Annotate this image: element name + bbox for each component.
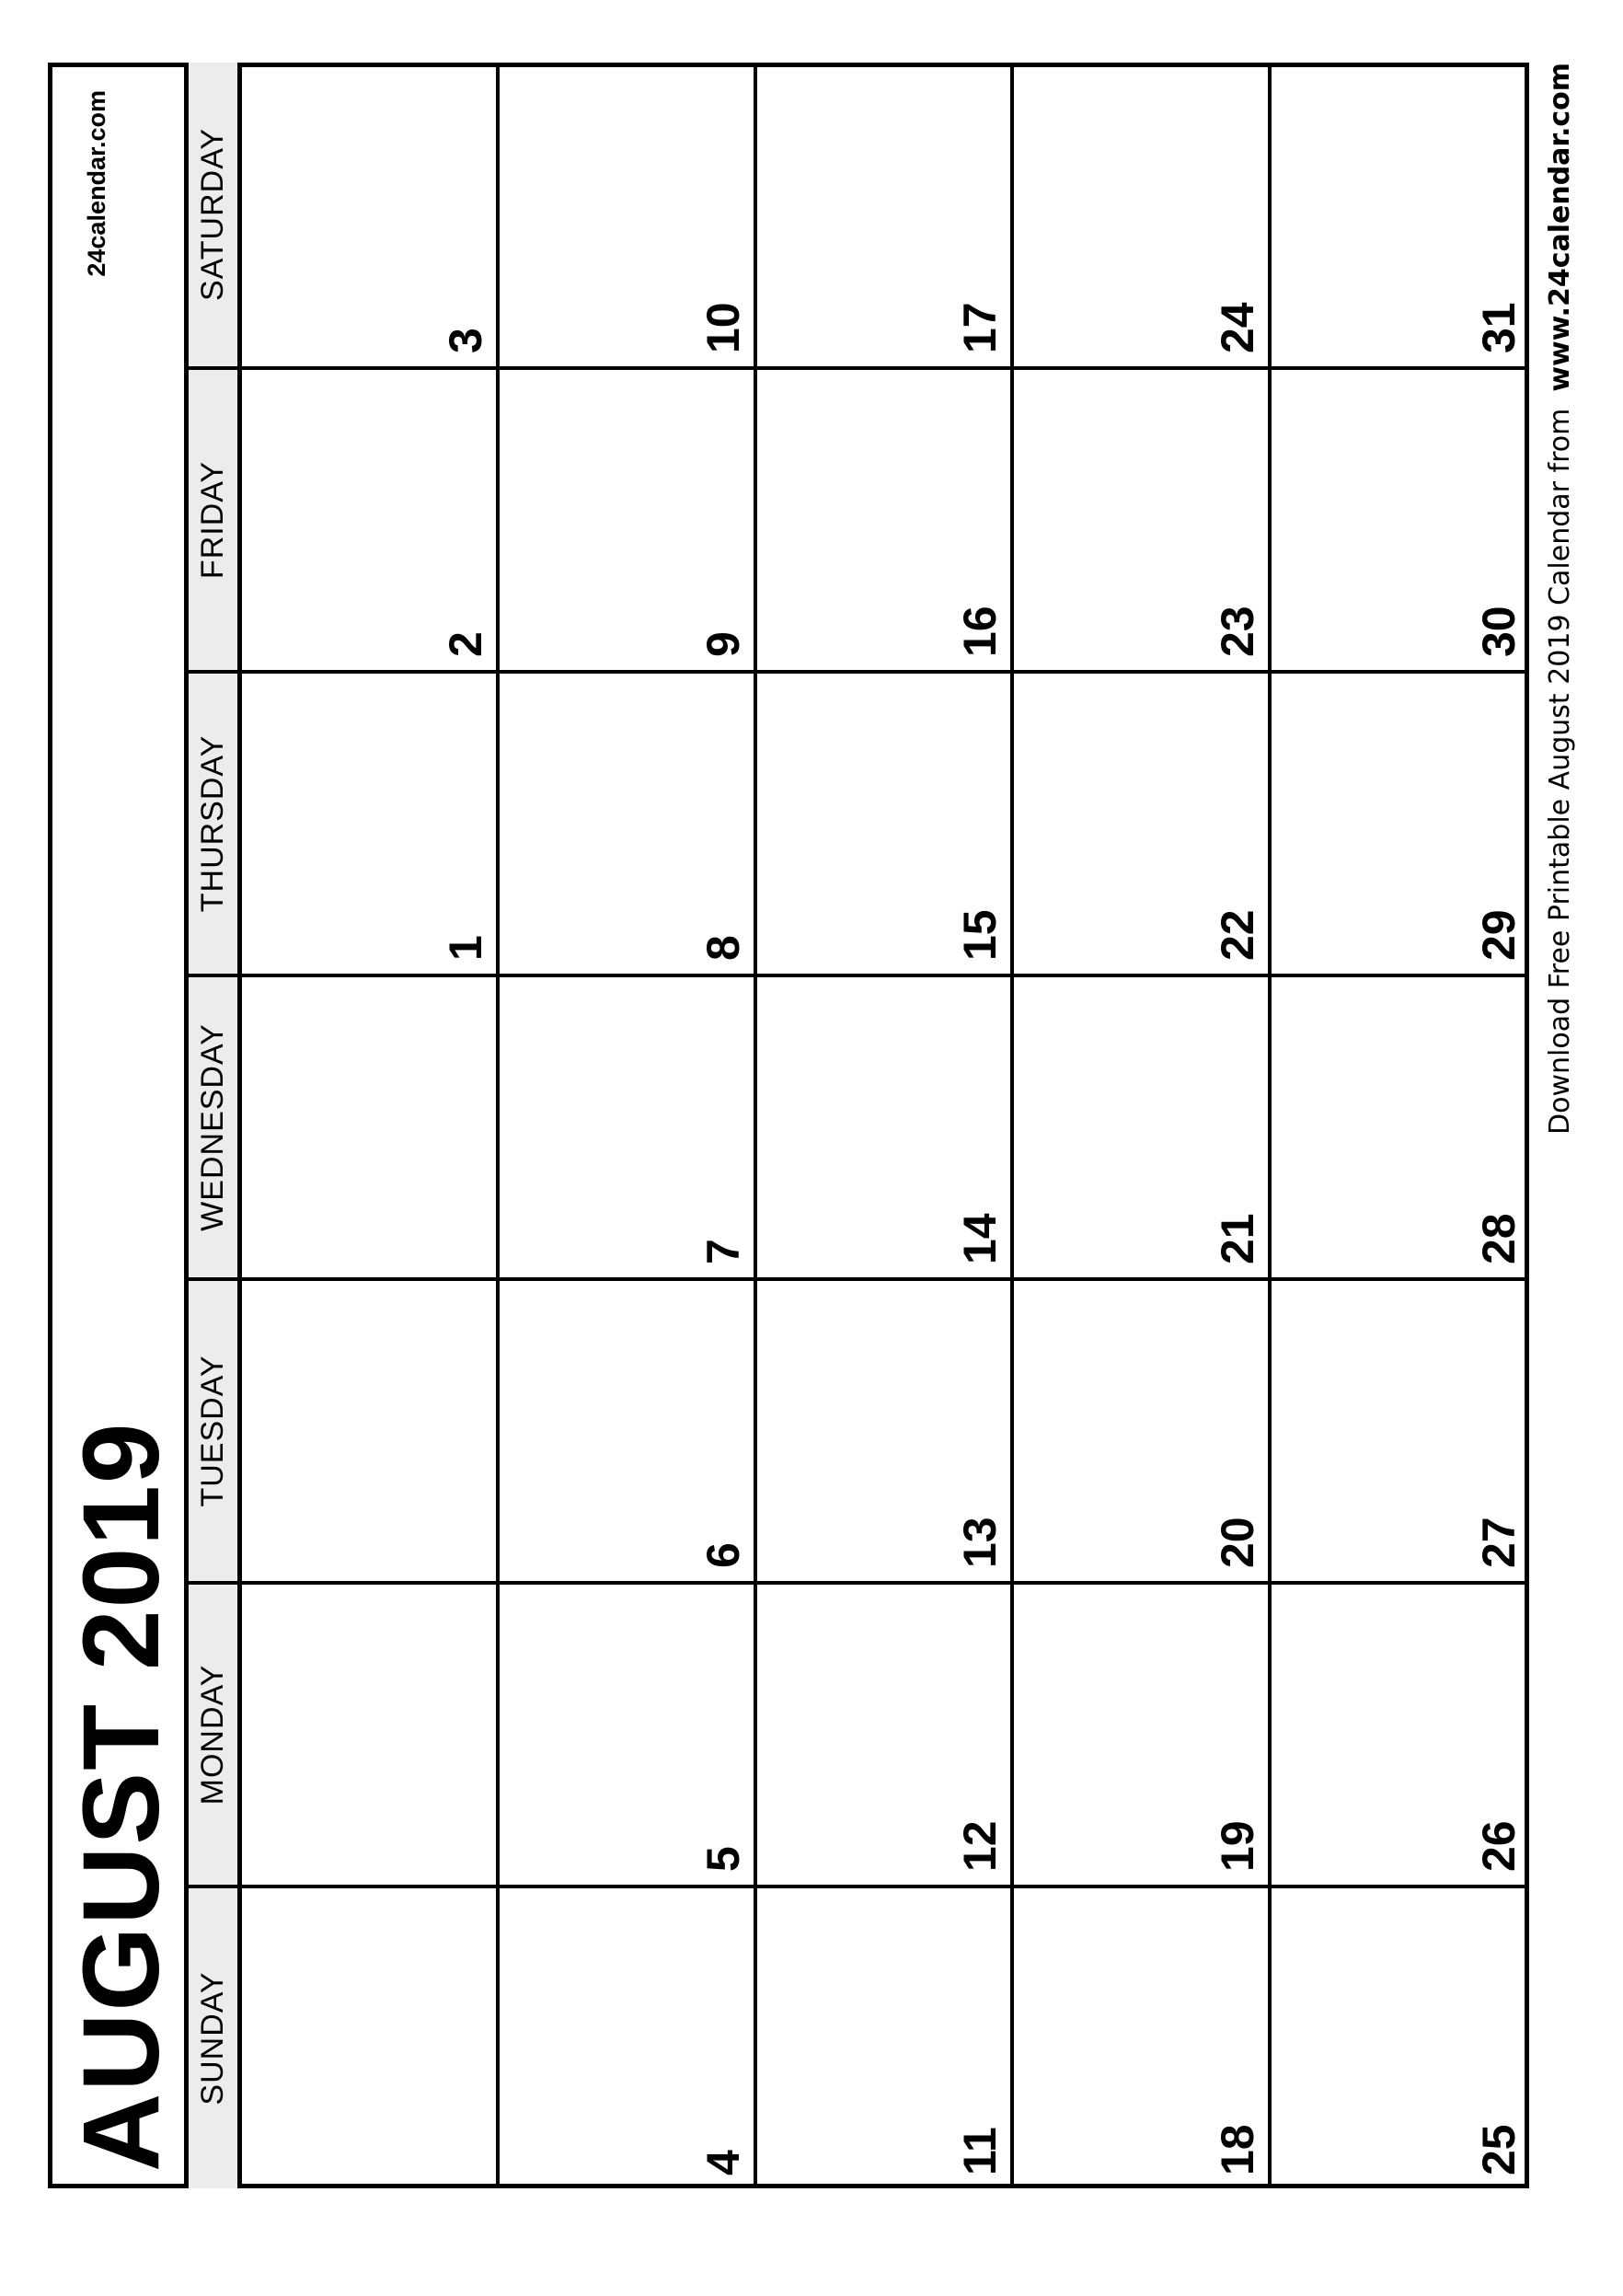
day-cell	[500, 1277, 757, 1581]
weekday-saturday: SATURDAY	[189, 63, 242, 366]
weekday-thursday: THURSDAY	[189, 670, 242, 974]
day-number: 29	[1472, 909, 1525, 961]
day-number: 17	[954, 302, 1007, 353]
day-number: 26	[1472, 1820, 1525, 1872]
day-cell	[1272, 1581, 1529, 1885]
day-number: 10	[696, 302, 749, 353]
weekday-wednesday: WEDNESDAY	[189, 974, 242, 1277]
day-number: 9	[696, 631, 749, 657]
weekday-friday: FRIDAY	[189, 366, 242, 670]
day-cell	[242, 63, 500, 366]
day-cell	[757, 63, 1015, 366]
day-cell	[1272, 670, 1529, 974]
day-cell	[500, 1581, 757, 1885]
day-number: 23	[1212, 606, 1264, 657]
day-cell	[1014, 63, 1272, 366]
calendar-sheet	[48, 63, 1576, 2188]
day-cell	[500, 63, 757, 366]
day-cell	[757, 1581, 1015, 1885]
day-cell	[1272, 1885, 1529, 2188]
day-cell	[242, 1885, 500, 2188]
day-cell	[1014, 974, 1272, 1277]
footer-site-link[interactable]: www.24calendar.com	[1544, 63, 1576, 392]
calendar-grid	[184, 63, 1529, 2188]
day-number: 5	[696, 1846, 749, 1872]
day-cell	[500, 974, 757, 1277]
day-cell	[500, 1885, 757, 2188]
day-number: 30	[1472, 606, 1525, 657]
day-number: 25	[1472, 2124, 1525, 2175]
day-cell	[242, 1277, 500, 1581]
day-cell	[757, 974, 1015, 1277]
day-cell	[1014, 1885, 1272, 2188]
day-number: 2	[439, 631, 491, 657]
day-cell	[1014, 1581, 1272, 1885]
day-cell	[1272, 366, 1529, 670]
day-cell	[242, 1581, 500, 1885]
month-title: AUGUST 2019	[61, 1421, 182, 2172]
day-cell	[500, 670, 757, 974]
day-number: 4	[696, 2150, 749, 2175]
brand-label: 24calendar.com	[83, 90, 110, 277]
day-number: 1	[439, 935, 491, 961]
day-cell	[242, 366, 500, 670]
weekday-monday: MONDAY	[189, 1581, 242, 1885]
weekday-tuesday: TUESDAY	[189, 1277, 242, 1581]
day-cell	[242, 670, 500, 974]
day-number: 3	[439, 328, 491, 353]
day-cell	[1014, 366, 1272, 670]
day-number: 31	[1472, 302, 1525, 353]
day-cell	[500, 366, 757, 670]
day-cell	[1014, 1277, 1272, 1581]
day-number: 6	[696, 1542, 749, 1568]
day-cell	[757, 1885, 1015, 2188]
day-number: 11	[954, 2127, 1007, 2175]
day-number: 19	[1212, 1820, 1264, 1872]
day-number: 27	[1472, 1517, 1525, 1568]
day-number: 8	[696, 935, 749, 961]
day-cell	[1272, 1277, 1529, 1581]
day-number: 22	[1212, 909, 1264, 961]
day-number: 12	[954, 1820, 1007, 1872]
day-number: 7	[696, 1239, 749, 1264]
day-number: 16	[954, 606, 1007, 657]
day-cell	[757, 366, 1015, 670]
footer-text: Download Free Printable August 2019 Calendar from	[1544, 408, 1576, 1135]
day-cell	[757, 1277, 1015, 1581]
day-cell	[1272, 63, 1529, 366]
day-number: 24	[1212, 302, 1264, 353]
day-cell	[242, 974, 500, 1277]
day-cell	[1014, 670, 1272, 974]
day-cell	[757, 670, 1015, 974]
day-number: 28	[1472, 1213, 1525, 1264]
day-number: 15	[954, 909, 1007, 961]
footer-note	[1544, 63, 1576, 1135]
day-number: 21	[1212, 1213, 1264, 1264]
day-number: 14	[954, 1213, 1007, 1264]
day-cell	[1272, 974, 1529, 1277]
day-number: 18	[1212, 2124, 1264, 2175]
day-number: 20	[1212, 1517, 1264, 1568]
day-number: 13	[954, 1517, 1007, 1568]
weekday-sunday: SUNDAY	[189, 1885, 242, 2188]
